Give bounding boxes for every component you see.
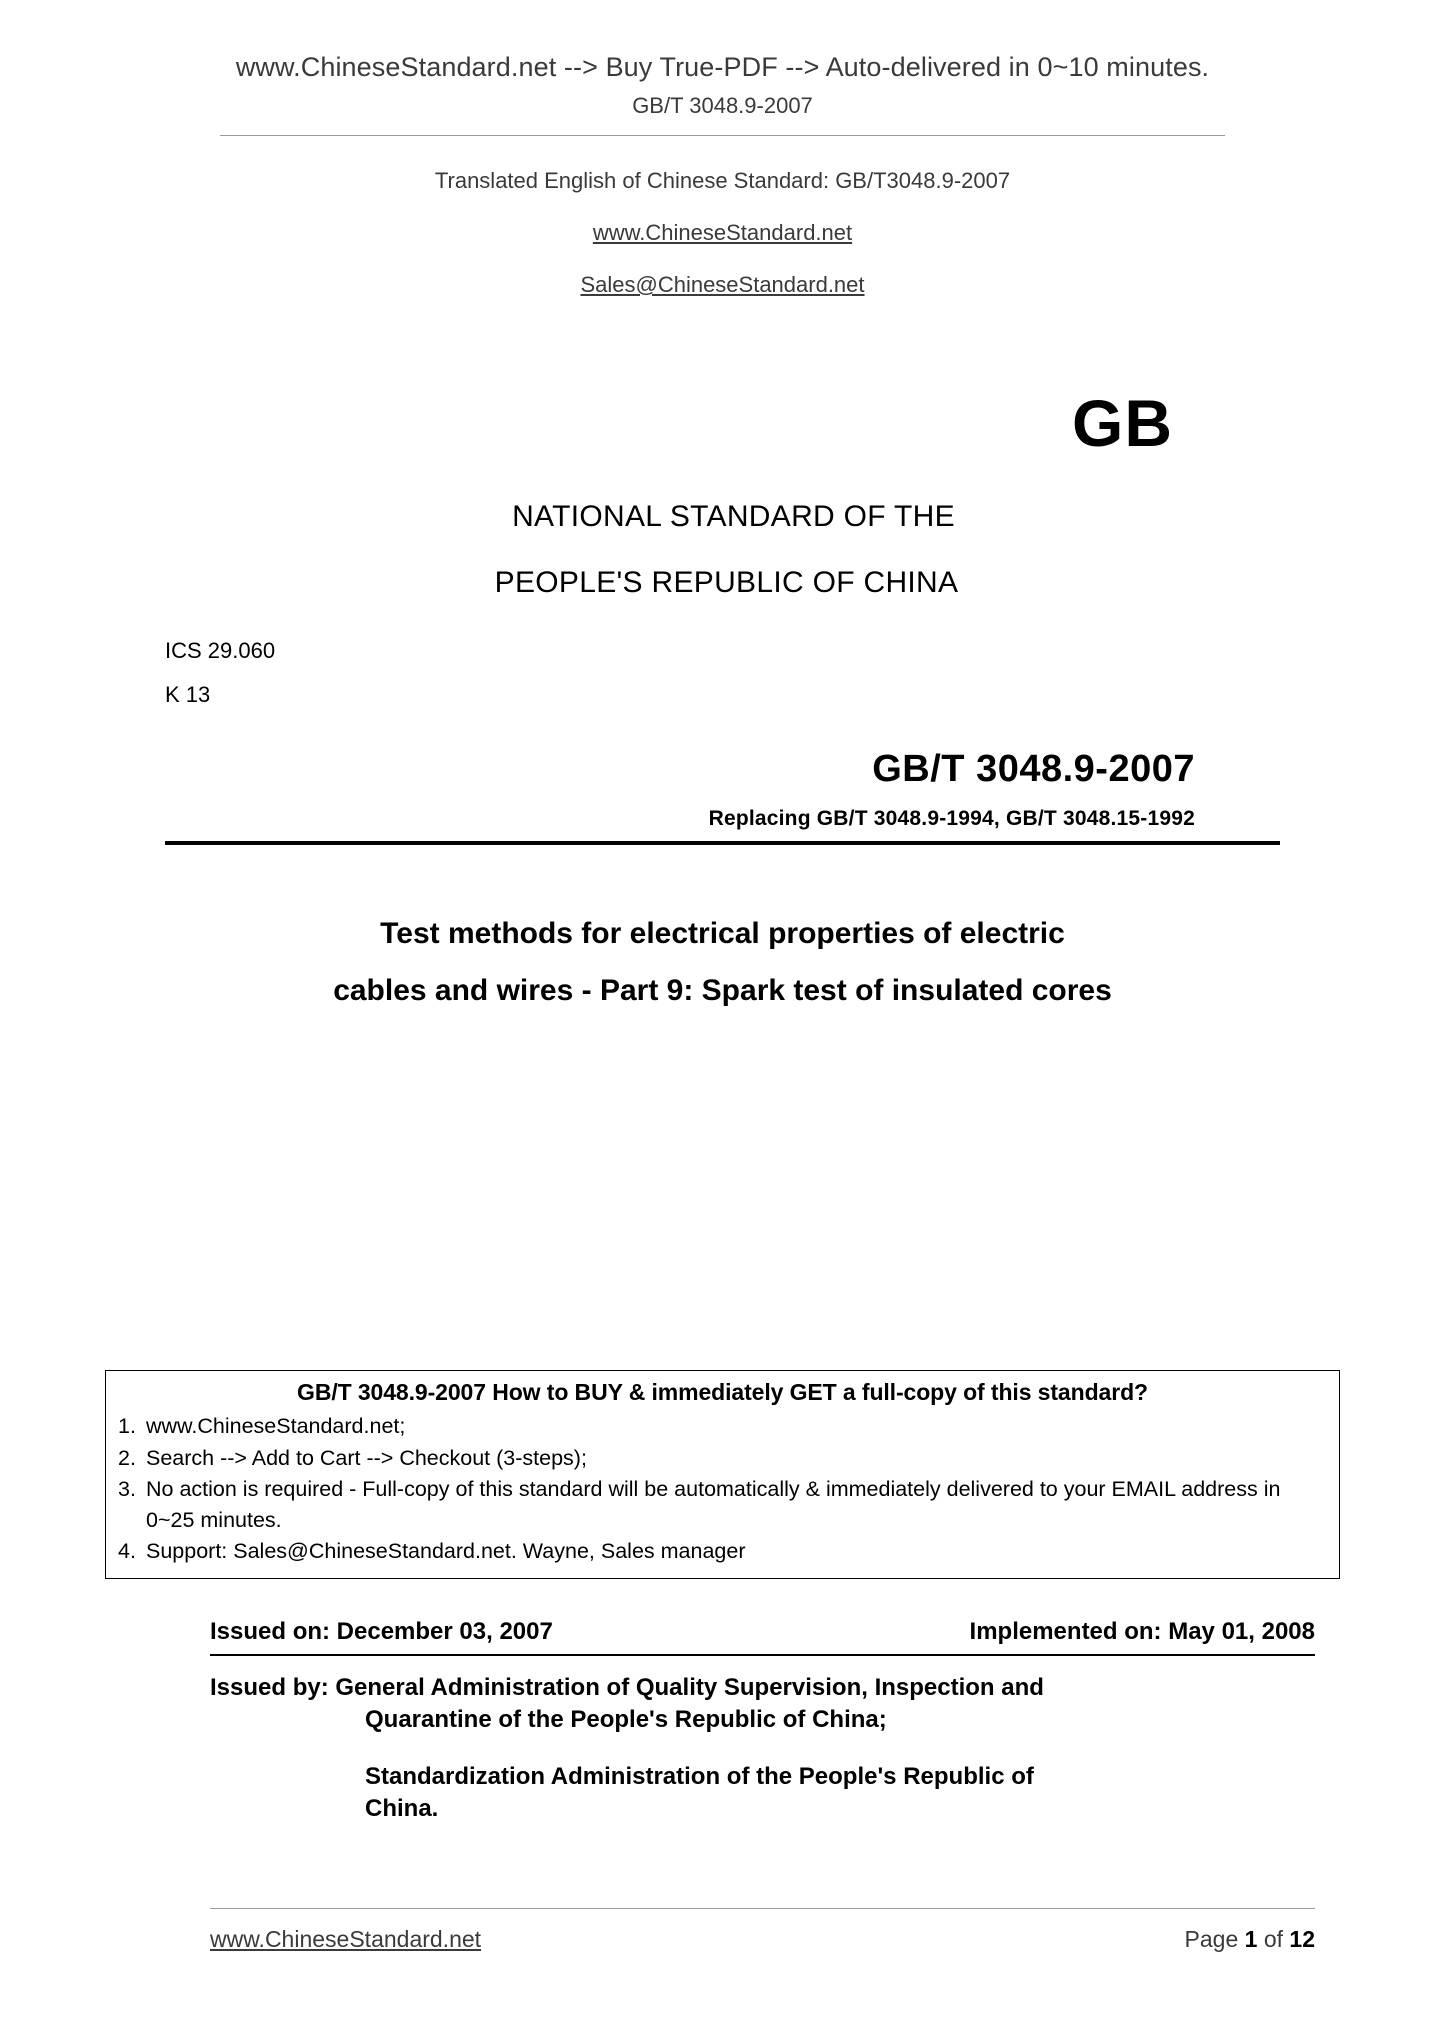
standard-number: GB/T 3048.9-2007: [872, 748, 1195, 790]
issued-by-line1: Issued by: General Administration of Quality Supervision, Inspection and: [210, 1674, 1044, 1701]
list-item-number: 2.: [118, 1445, 136, 1470]
ics-code: ICS 29.060: [165, 638, 276, 663]
list-item-number: 1.: [118, 1414, 136, 1438]
list-item-text: www.ChineseStandard.net;: [146, 1414, 406, 1438]
replacing-standards: Replacing GB/T 3048.9-1994, GB/T 3048.15-1992: [708, 807, 1195, 830]
national-standard-line2: PEOPLE'S REPUBLIC OF CHINA: [494, 566, 959, 599]
page-mid: of: [1257, 1926, 1290, 1952]
document-title-line2: cables and wires - Part 9: Spark test of insulated cores: [333, 974, 1112, 1007]
list-item: [118, 1474, 1327, 1535]
list-item: [118, 1536, 1327, 1567]
sales-email-link[interactable]: Sales@ChineseStandard.net: [580, 272, 865, 297]
how-to-buy-list: [118, 1411, 1327, 1567]
list-item-number: 4.: [118, 1539, 136, 1564]
header-standard-code: GB/T 3048.9-2007: [632, 93, 813, 118]
how-to-buy-box: [105, 1370, 1340, 1579]
list-item-text: No action is required - Full-copy of this standard will be automatically & immediately delivered to your EMAIL address in 0~25 minutes.: [146, 1477, 1281, 1532]
page-number: [1185, 1926, 1315, 1953]
list-item: [118, 1411, 1327, 1442]
dates-row: [210, 1618, 1315, 1656]
list-item: [118, 1443, 1327, 1474]
page-header: [120, 0, 1325, 119]
implemented-on-date: Implemented on: May 01, 2008: [969, 1618, 1315, 1645]
header-divider: [220, 135, 1225, 136]
standard-divider: [165, 841, 1280, 845]
list-item-number: 3.: [118, 1477, 136, 1502]
document-title: [120, 905, 1325, 1019]
list-item-text: Search --> Add to Cart --> Checkout (3-steps);: [146, 1445, 587, 1470]
website-link[interactable]: www.ChineseStandard.net: [592, 220, 853, 245]
issued-by-line2: Quarantine of the People's Republic of China;: [365, 1706, 887, 1734]
national-standard-line1: NATIONAL STANDARD OF THE: [512, 500, 955, 533]
issued-on-date: Issued on: December 03, 2007: [210, 1618, 553, 1645]
page-footer: [210, 1926, 1315, 1953]
issued-by-line4: China.: [365, 1795, 439, 1823]
footer-divider: [210, 1908, 1315, 1909]
ccs-code: K 13: [165, 682, 211, 707]
gb-emblem-text: GB: [1072, 386, 1173, 460]
footer-site-link[interactable]: www.ChineseStandard.net: [210, 1926, 482, 1952]
page-total: 12: [1289, 1926, 1315, 1952]
list-item-text: Support: Sales@ChineseStandard.net. Wayne, Sales manager: [146, 1539, 746, 1564]
page-current: 1: [1244, 1926, 1258, 1952]
issued-by-block: [210, 1672, 1315, 1826]
how-to-buy-title: GB/T 3048.9-2007 How to BUY & immediately GET a full-copy of this standard?: [297, 1379, 1148, 1405]
page-prefix: Page: [1184, 1926, 1245, 1952]
promo-banner: www.ChineseStandard.net --> Buy True-PDF --> Auto-delivered in 0~10 minutes.: [235, 52, 1210, 82]
issued-by-line3: Standardization Administration of the People's Republic of: [365, 1762, 1034, 1790]
document-title-line1: Test methods for electrical properties of electric: [380, 917, 1065, 950]
translated-standard-line: Translated English of Chinese Standard: GB/T3048.9-2007: [434, 168, 1011, 193]
intro-block: [120, 168, 1325, 298]
